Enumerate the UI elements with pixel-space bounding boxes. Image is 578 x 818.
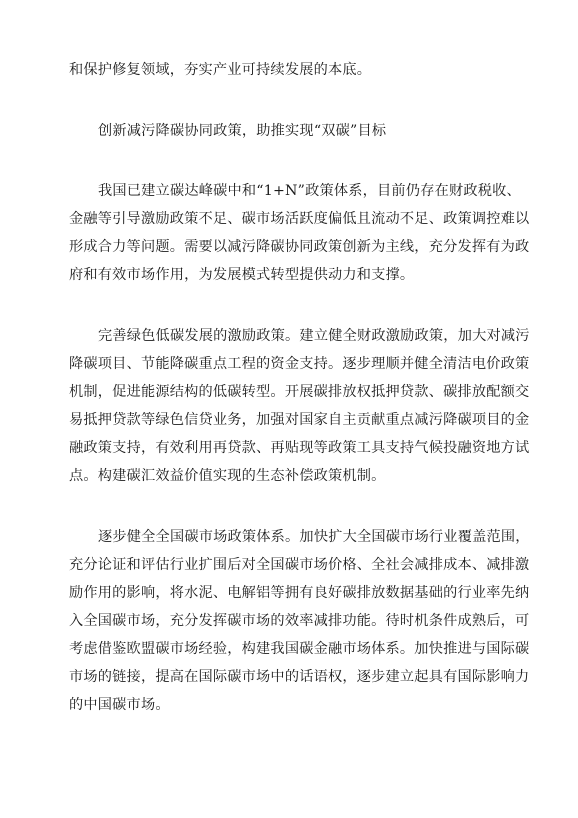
text-line: 点。构建碳汇效益价值实现的生态补偿政策机制。 [69,468,386,484]
text-line: 和保护修复领域，夯实产业可持续发展的本底。 [69,62,372,78]
text-line: 励作用的影响，将水泥、电解铝等拥有良好碳排放数据基础的行业率先纳 [69,585,530,601]
text-line: 融政策支持，有效利用再贷款、再贴现等政策工具支持气候投融资地方试 [69,440,530,456]
text-line: 降碳项目、节能降碳重点工程的资金支持。逐步理顺并健全清洁电价政策 [69,356,530,372]
text-line: 机制，促进能源结构的低碳转型。开展碳排放权抵押贷款、碳排放配额交 [69,384,530,400]
text-line: 充分论证和评估行业扩围后对全国碳市场价格、全社会减排成本、减排激 [69,557,530,573]
text-line: 的中国碳市场。 [69,697,170,713]
text-line: 形成合力等问题。需要以减污降碳协同政策创新为主线，充分发挥有为政 [69,239,530,255]
heading-text: 创新减污降碳协同政策，助推实现“双碳”目标 [98,123,387,139]
text-line: 入全国碳市场，充分发挥碳市场的效率减排功能。待时机条件成熟后，可 [69,613,530,629]
text-line: 我国已建立碳达峰碳中和“1+N”政策体系，目前仍存在财政税收、 [98,183,521,199]
text-line: 考虑借鉴欧盟碳市场经验，构建我国碳金融市场体系。加快推进与国际碳 [69,641,530,657]
text-line: 府和有效市场作用，为发展模式转型提供动力和支撑。 [69,267,415,283]
text-line: 易抵押贷款等绿色信贷业务，加强对国家自主贡献重点减污降碳项目的金 [69,412,530,428]
text-line: 市场的链接，提高在国际碳市场中的话语权，逐步建立起具有国际影响力 [69,669,530,685]
text-line: 金融等引导激励政策不足、碳市场活跃度偏低且流动不足、政策调控难以 [69,211,530,227]
text-line: 逐步健全全国碳市场政策体系。加快扩大全国碳市场行业覆盖范围， [98,529,530,545]
text-line: 完善绿色低碳发展的激励政策。建立健全财政激励政策，加大对减污 [98,328,530,344]
